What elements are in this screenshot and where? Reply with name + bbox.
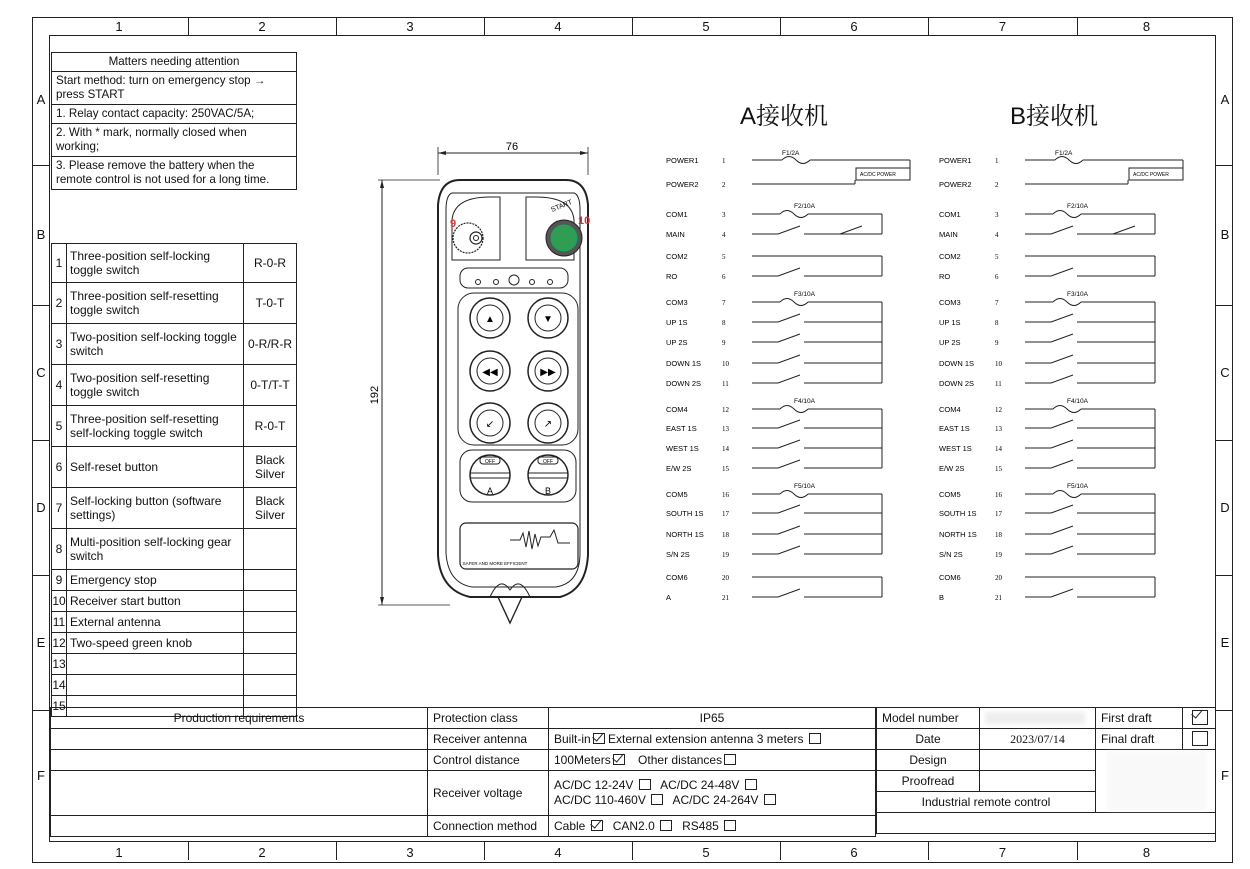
part-row <box>52 365 297 406</box>
pin-number: 19 <box>722 551 729 559</box>
power-box-label: AC/DC POWER <box>860 172 896 178</box>
part-row <box>52 675 297 696</box>
production-title: Production requirements <box>51 708 428 729</box>
part-name: Self-reset button <box>67 447 244 488</box>
part-number: 15 <box>52 696 67 717</box>
checkbox-external <box>809 733 821 744</box>
part-name: Multi-position self-locking gear switch <box>67 529 244 570</box>
notes-item: 1. Relay contact capacity: 250VAC/5A; <box>52 105 297 124</box>
row-letter: E <box>36 634 46 650</box>
column-number: 4 <box>554 845 562 860</box>
antenna-builtin: Built-in <box>554 732 591 746</box>
part-number: 3 <box>52 324 67 365</box>
column-number: 5 <box>702 19 710 34</box>
part-name: Three-position self-resetting self-locking toggle switch <box>67 406 244 447</box>
notes-item: Start method: turn on emergency stop → press START <box>52 72 297 105</box>
final-draft-checkbox <box>1192 731 1208 746</box>
pin-number: 9 <box>995 339 999 347</box>
part-name: Two-speed green knob <box>67 633 244 654</box>
checkbox-builtin <box>593 733 605 744</box>
schematic-label: DOWN 2S <box>939 379 975 388</box>
schematic-label: POWER2 <box>666 180 699 189</box>
pin-number: 21 <box>722 594 729 602</box>
part-number: 5 <box>52 406 67 447</box>
button-b-label: B <box>544 486 552 496</box>
logo-redacted <box>1107 751 1207 811</box>
checkbox-v2 <box>745 779 757 790</box>
pin-number: 12 <box>722 406 729 414</box>
pin-number: 19 <box>995 551 1002 559</box>
part-row <box>52 612 297 633</box>
column-number: 2 <box>258 19 266 34</box>
schematic-label: COM5 <box>666 490 688 499</box>
pin-number: 5 <box>722 253 726 261</box>
pin-number: 14 <box>995 445 1002 453</box>
title-block <box>876 707 1216 834</box>
fuse-label: F1/2A <box>1055 150 1073 157</box>
part-number: 11 <box>52 612 67 633</box>
checkbox-v3 <box>651 794 663 805</box>
schematic-label: COM3 <box>666 298 688 307</box>
part-code <box>244 529 297 570</box>
part-number: 7 <box>52 488 67 529</box>
voltage-options <box>549 771 876 816</box>
part-code <box>244 654 297 675</box>
checkbox-rs485 <box>724 820 736 831</box>
pin-number: 16 <box>722 491 729 499</box>
part-code: R-0-T <box>244 406 297 447</box>
part-code <box>244 612 297 633</box>
part-code <box>244 570 297 591</box>
pin-number: 3 <box>722 211 726 219</box>
part-row <box>52 633 297 654</box>
part-code <box>244 675 297 696</box>
column-number: 6 <box>850 845 858 860</box>
distance-label: Control distance <box>428 750 549 771</box>
first-draft-label: First draft <box>1096 708 1183 729</box>
row-letter: C <box>1220 364 1230 380</box>
schematic-label: S/N 2S <box>939 550 963 559</box>
column-number: 3 <box>406 845 414 860</box>
slogan-text: SAFER AND MORE EFFICIENT <box>462 561 528 566</box>
column-number: 1 <box>115 845 123 860</box>
schematic-label: SOUTH 1S <box>939 509 977 518</box>
schematic-label: NORTH 1S <box>939 530 977 539</box>
schematic-label: COM6 <box>939 573 961 582</box>
schematic-label: RO <box>666 272 678 281</box>
pin-number: 20 <box>995 574 1002 582</box>
proofread-label: Proofread <box>877 771 980 792</box>
checkbox-can <box>660 820 672 831</box>
part-row <box>52 244 297 283</box>
pin-number: 17 <box>995 510 1002 518</box>
pin-number: 6 <box>722 273 726 281</box>
button-grid <box>458 293 578 445</box>
schematic-label: NORTH 1S <box>666 530 704 539</box>
voltage-label: Receiver voltage <box>428 771 549 816</box>
column-number: 7 <box>998 19 1007 34</box>
part-name: Three-position self-locking toggle switch <box>67 244 244 283</box>
schematic-label: EAST 1S <box>666 424 697 433</box>
pin-number: 21 <box>995 594 1002 602</box>
schematic-label: COM2 <box>666 252 688 261</box>
start-label: START <box>550 199 574 214</box>
notes-title: Matters needing attention <box>52 53 297 72</box>
label-9: 9 <box>450 218 457 230</box>
part-number: 10 <box>52 591 67 612</box>
schematic-label: UP 1S <box>666 318 688 327</box>
part-number: 13 <box>52 654 67 675</box>
fuse-label: F3/10A <box>794 291 815 298</box>
pin-number: 15 <box>995 465 1002 473</box>
label-10: 10 <box>578 215 591 227</box>
connection-label: Connection method <box>428 816 549 837</box>
receiver-b-schematic <box>933 145 1193 605</box>
part-row <box>52 654 297 675</box>
column-number: 8 <box>1142 845 1151 860</box>
column-number: 4 <box>554 19 562 34</box>
pin-number: 11 <box>722 380 729 388</box>
parts-table <box>51 243 297 717</box>
checkbox-v4 <box>764 794 776 805</box>
conn-can: CAN2.0 <box>612 819 655 833</box>
part-name: Three-position self-resetting toggle switch <box>67 283 244 324</box>
pin-number: 4 <box>995 231 999 239</box>
schematic-label: COM4 <box>939 405 961 414</box>
schematic-label: COM2 <box>939 252 961 261</box>
column-number: 7 <box>998 845 1007 860</box>
height-label: 192 <box>369 385 381 405</box>
design-label: Design <box>877 750 980 771</box>
distance-100: 100Meters <box>554 753 611 767</box>
pin-number: 14 <box>722 445 729 453</box>
schematic-label: MAIN <box>666 230 685 239</box>
schematic-label: S/N 2S <box>666 550 690 559</box>
schematic-label: B <box>939 593 945 602</box>
column-number: 3 <box>406 19 414 34</box>
part-row <box>52 591 297 612</box>
pin-number: 6 <box>995 273 999 281</box>
part-code: R-0-R <box>244 244 297 283</box>
connection-options <box>549 816 876 837</box>
schematic-label: COM1 <box>939 210 961 219</box>
part-name: Receiver start button <box>67 591 244 612</box>
pin-number: 12 <box>995 406 1002 414</box>
schematic-label: SOUTH 1S <box>666 509 704 518</box>
part-row <box>52 447 297 488</box>
checkbox-100m <box>613 754 625 765</box>
schematic-label: COM1 <box>666 210 688 219</box>
row-letter: B <box>36 227 46 242</box>
schematic-label: COM3 <box>939 298 961 307</box>
fuse-label: F4/10A <box>794 398 815 405</box>
part-code: Black Silver <box>244 488 297 529</box>
part-code <box>244 591 297 612</box>
part-row <box>52 406 297 447</box>
schematic-label: UP 2S <box>939 338 961 347</box>
antenna-external: External extension antenna 3 meters <box>608 732 804 746</box>
part-number: 4 <box>52 365 67 406</box>
notes-item: 2. With * mark, normally closed when working; <box>52 124 297 157</box>
receiver-b-title: B接收机 <box>1010 103 1099 130</box>
part-row <box>52 488 297 529</box>
part-name: Self-locking button (software settings) <box>67 488 244 529</box>
part-number: 1 <box>52 244 67 283</box>
checkbox-other <box>724 754 736 765</box>
pin-number: 5 <box>995 253 999 261</box>
column-number: 6 <box>850 19 858 34</box>
part-number: 14 <box>52 675 67 696</box>
schematic-label: POWER1 <box>666 156 699 165</box>
schematic-label: DOWN 2S <box>666 379 702 388</box>
receiver-a-schematic <box>660 145 920 605</box>
pin-number: 16 <box>995 491 1002 499</box>
row-letter: D <box>36 499 46 515</box>
direction-arrow-icon: ◀◀ <box>482 367 498 378</box>
part-number: 12 <box>52 633 67 654</box>
part-name: External antenna <box>67 612 244 633</box>
height-dimension <box>378 180 450 605</box>
schematic-label: COM6 <box>666 573 688 582</box>
voltage-1: AC/DC 12-24V <box>554 778 634 792</box>
direction-arrow-icon: ▼ <box>543 314 553 325</box>
pin-number: 18 <box>995 531 1002 539</box>
schematic-label: A <box>666 593 672 602</box>
part-name <box>67 675 244 696</box>
product-name: Industrial remote control <box>877 792 1096 813</box>
notes-item: 3. Please remove the battery when the remote control is not used for a long time. <box>52 157 297 190</box>
row-letter: A <box>36 92 46 107</box>
fuse-label: F2/10A <box>794 203 815 210</box>
conn-cable: Cable <box>554 819 586 833</box>
schematic-label: POWER1 <box>939 156 972 165</box>
pin-number: 3 <box>995 211 999 219</box>
part-name: Two-position self-resetting toggle switch <box>67 365 244 406</box>
model-value-redacted <box>985 712 1085 724</box>
schematic-label: EAST 1S <box>939 424 970 433</box>
button-a-label: A <box>486 486 494 496</box>
part-number: 8 <box>52 529 67 570</box>
fuse-label: F2/10A <box>1067 203 1088 210</box>
row-letter: C <box>36 364 46 380</box>
schematic-label: MAIN <box>939 230 958 239</box>
schematic-label: DOWN 1S <box>939 359 975 368</box>
row-letter: E <box>1220 634 1230 650</box>
schematic-label: WEST 1S <box>939 444 972 453</box>
schematic-label: UP 2S <box>666 338 688 347</box>
part-code: T-0-T <box>244 283 297 324</box>
strap-hook <box>498 597 522 623</box>
pin-number: 18 <box>722 531 729 539</box>
part-row <box>52 324 297 365</box>
pin-number: 17 <box>722 510 729 518</box>
notes-table <box>51 52 297 190</box>
schematic-label: POWER2 <box>939 180 972 189</box>
row-letter: B <box>1220 227 1230 242</box>
column-number: 1 <box>115 19 123 34</box>
fuse-label: F5/10A <box>1067 483 1088 490</box>
row-letter: F <box>37 768 45 783</box>
pin-number: 13 <box>722 425 729 433</box>
schematic-label: COM4 <box>666 405 688 414</box>
pin-number: 13 <box>995 425 1002 433</box>
schematic-label: E/W 2S <box>666 464 692 473</box>
final-draft-label: Final draft <box>1096 729 1183 750</box>
distance-other: Other distances <box>638 753 723 767</box>
date-label: Date <box>877 729 980 750</box>
part-name <box>67 654 244 675</box>
pin-number: 10 <box>722 360 729 368</box>
part-number: 6 <box>52 447 67 488</box>
date-value: 2023/07/14 <box>980 729 1096 750</box>
antenna-label: Receiver antenna <box>428 729 549 750</box>
column-number: 8 <box>1142 19 1151 34</box>
part-name: Emergency stop <box>67 570 244 591</box>
row-letter: F <box>1221 768 1229 783</box>
pin-number: 2 <box>722 181 726 189</box>
distance-options <box>549 750 876 771</box>
first-draft-checkbox <box>1192 710 1208 725</box>
remote-control-drawing <box>360 135 620 635</box>
direction-arrow-icon: ▲ <box>485 314 495 325</box>
receiver-a-title: A接收机 <box>740 103 829 130</box>
schematic-label: E/W 2S <box>939 464 965 473</box>
part-code <box>244 633 297 654</box>
power-box-label: AC/DC POWER <box>1133 172 1169 178</box>
checkbox-v1 <box>639 779 651 790</box>
direction-arrow-icon: ↙ <box>485 419 495 430</box>
schematic-label: DOWN 1S <box>666 359 702 368</box>
pin-number: 2 <box>995 181 999 189</box>
schematic-label: UP 1S <box>939 318 961 327</box>
pin-number: 8 <box>995 319 999 327</box>
production-table <box>50 707 876 837</box>
part-name: Two-position self-locking toggle switch <box>67 324 244 365</box>
part-row <box>52 570 297 591</box>
protection-label: Protection class <box>428 708 549 729</box>
part-row <box>52 283 297 324</box>
fuse-label: F3/10A <box>1067 291 1088 298</box>
fuse-label: F5/10A <box>794 483 815 490</box>
part-code: 0-R/R-R <box>244 324 297 365</box>
width-label: 76 <box>505 141 519 153</box>
pin-number: 1 <box>995 157 999 165</box>
fuse-label: F4/10A <box>1067 398 1088 405</box>
pin-number: 11 <box>995 380 1002 388</box>
pin-number: 20 <box>722 574 729 582</box>
part-number: 9 <box>52 570 67 591</box>
pin-number: 10 <box>995 360 1002 368</box>
pin-number: 7 <box>995 299 999 307</box>
fuse-label: F1/2A <box>782 150 800 157</box>
conn-rs485: RS485 <box>682 819 719 833</box>
off-label-b: OFF <box>543 459 553 465</box>
off-label-a: OFF <box>485 459 495 465</box>
schematic-label: WEST 1S <box>666 444 699 453</box>
voltage-4: AC/DC 24-264V <box>672 793 759 807</box>
part-row <box>52 529 297 570</box>
model-label: Model number <box>877 708 980 729</box>
checkbox-cable <box>591 820 603 831</box>
part-number: 2 <box>52 283 67 324</box>
antenna-options <box>549 729 876 750</box>
pin-number: 7 <box>722 299 726 307</box>
schematic-label: COM5 <box>939 490 961 499</box>
schematic-label: RO <box>939 272 951 281</box>
pin-number: 8 <box>722 319 726 327</box>
row-letter: A <box>1220 92 1230 107</box>
part-code: 0-T/T-T <box>244 365 297 406</box>
direction-arrow-icon: ▶▶ <box>540 367 556 378</box>
protection-value: IP65 <box>549 708 876 729</box>
pin-number: 9 <box>722 339 726 347</box>
voltage-3: AC/DC 110-460V <box>554 793 646 807</box>
pin-number: 1 <box>722 157 726 165</box>
row-letter: D <box>1220 499 1230 515</box>
part-code: Black Silver <box>244 447 297 488</box>
voltage-2: AC/DC 24-48V <box>660 778 740 792</box>
column-number: 5 <box>702 845 710 860</box>
direction-arrow-icon: ↗ <box>543 419 553 430</box>
column-number: 2 <box>258 845 266 860</box>
pin-number: 4 <box>722 231 726 239</box>
pin-number: 15 <box>722 465 729 473</box>
